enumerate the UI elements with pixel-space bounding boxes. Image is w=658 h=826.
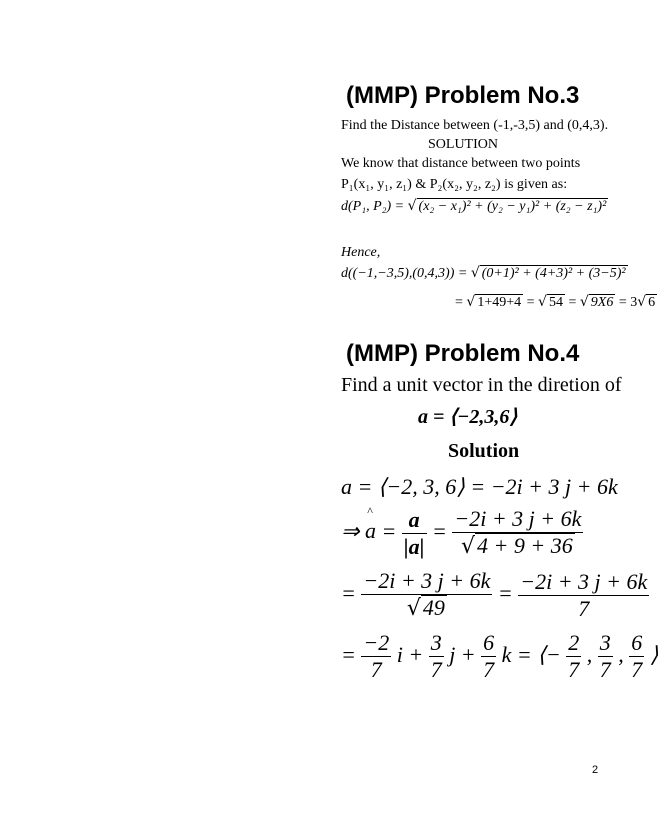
- line4-frac3: [481, 630, 496, 684]
- problem3-title: (MMP) Problem No.3: [346, 82, 580, 109]
- calc2-eq2: =: [526, 295, 535, 310]
- formula-radicand: (x₂ − x₁)² + (y₂ − y₁)² + (z₂ − z₁)²: [418, 199, 607, 214]
- calc1-left: d((−1,−3,5),(0,4,3)) =: [341, 266, 468, 281]
- frac-denominator: 7: [430, 657, 442, 683]
- a-hat: [364, 504, 376, 544]
- frac-numerator: −2i + 3 j + 6k: [361, 568, 492, 595]
- problem4-line3: [341, 568, 649, 623]
- calc2-eq1: =: [455, 295, 463, 310]
- calc2-r1: 1+49+4: [477, 295, 522, 310]
- line4-frac6: [629, 630, 644, 684]
- frac-numerator: 3: [429, 630, 444, 657]
- line2-eq: =: [381, 518, 397, 544]
- problem3-intro: We know that distance between two points: [341, 156, 581, 171]
- line4-i: i +: [396, 641, 424, 667]
- line2-frac1: [402, 507, 427, 561]
- line4-eq: =: [341, 641, 356, 667]
- sqrt-icon: √: [406, 596, 421, 622]
- frac-denominator: 7: [631, 657, 643, 683]
- problem4-solution-label: Solution: [448, 440, 520, 462]
- page-number: 2: [592, 764, 599, 776]
- frac-denominator: 7: [578, 595, 590, 621]
- sqrt-icon: √: [538, 294, 547, 310]
- calc2-eq4: = 3: [618, 295, 638, 310]
- frac-numerator: −2: [361, 630, 391, 657]
- frac-denominator: |a|: [403, 533, 425, 559]
- frac-numerator: a: [402, 507, 427, 534]
- problem3-hence: Hence,: [341, 245, 381, 260]
- frac-numerator: −2i + 3 j + 6k: [452, 506, 583, 533]
- problem3-calc2: [455, 294, 657, 311]
- line4-j: j +: [449, 641, 476, 667]
- line4-k: k = ⟨−: [501, 641, 561, 667]
- line4-end: ⟩: [649, 641, 658, 667]
- frac-denominator: [361, 595, 492, 622]
- implies-icon: ⇒: [341, 518, 360, 544]
- sqrt-icon: √: [461, 534, 476, 560]
- problem4-vector-def: a = ⟨−2,3,6⟩: [418, 406, 518, 428]
- line2-eq2: =: [432, 518, 447, 544]
- problem4-line1: a = ⟨−2, 3, 6⟩ = −2i + 3 j + 6k: [341, 474, 618, 499]
- line4-frac4: [566, 630, 581, 684]
- problem4-line4: [341, 630, 658, 684]
- line3-eq2: =: [497, 580, 513, 606]
- hat-icon: ^: [366, 504, 372, 519]
- problem3-solution-label: SOLUTION: [428, 137, 498, 152]
- frac-denominator: 7: [370, 657, 382, 683]
- line4-frac5: [598, 630, 613, 684]
- sqrt-icon: √: [579, 294, 589, 310]
- sqrt-icon: √: [407, 198, 417, 214]
- line3-eq: =: [341, 580, 356, 606]
- frac-numerator: 3: [598, 630, 613, 657]
- frac-numerator: 2: [566, 630, 581, 657]
- problem4-line2: [341, 506, 583, 561]
- a-symbol: a: [364, 518, 376, 544]
- problem3-question: Find the Distance between (-1,-3,5) and (0,4,3).: [341, 118, 609, 133]
- calc2-eq3: =: [568, 295, 577, 310]
- line4-comma2: ,: [618, 641, 624, 667]
- line4-comma1: ,: [586, 641, 593, 667]
- line4-frac2: [429, 630, 444, 684]
- frac-numerator: −2i + 3 j + 6k: [518, 569, 649, 596]
- problem4-title: (MMP) Problem No.4: [346, 340, 580, 367]
- sqrt-icon: √: [470, 265, 480, 281]
- calc2-r2: 54: [548, 295, 563, 310]
- frac-denominator: 7: [599, 657, 611, 683]
- line2-frac2: [452, 506, 583, 561]
- frac-radicand: 49: [422, 595, 445, 621]
- calc2-r4: 6: [648, 295, 656, 310]
- problem3-points-line: P₁(x₁, y₁, z₁) & P₂(x₂, y₂, z₂) is given as:: [341, 177, 568, 192]
- frac-numerator: 6: [481, 630, 496, 657]
- frac-denominator: 7: [483, 657, 495, 683]
- problem3-formula: [341, 198, 608, 215]
- calc1-radicand: (0+1)² + (4+3)² + (3−5)²: [481, 266, 626, 281]
- problem3-calc1: [341, 265, 628, 282]
- line3-frac2: [518, 569, 649, 623]
- frac-radicand: 4 + 9 + 36: [477, 533, 573, 559]
- frac-denominator: [452, 533, 583, 560]
- frac-denominator: 7: [568, 657, 580, 683]
- sqrt-icon: √: [637, 294, 647, 310]
- calc2-r3: 9X6: [590, 295, 614, 310]
- problem4-question: Find a unit vector in the diretion of: [341, 374, 622, 396]
- line3-frac1: [361, 568, 492, 623]
- frac-numerator: 6: [629, 630, 644, 657]
- formula-left: d(P₁, P₂) =: [341, 199, 405, 214]
- sqrt-icon: √: [466, 294, 476, 310]
- line4-frac1: [361, 630, 391, 684]
